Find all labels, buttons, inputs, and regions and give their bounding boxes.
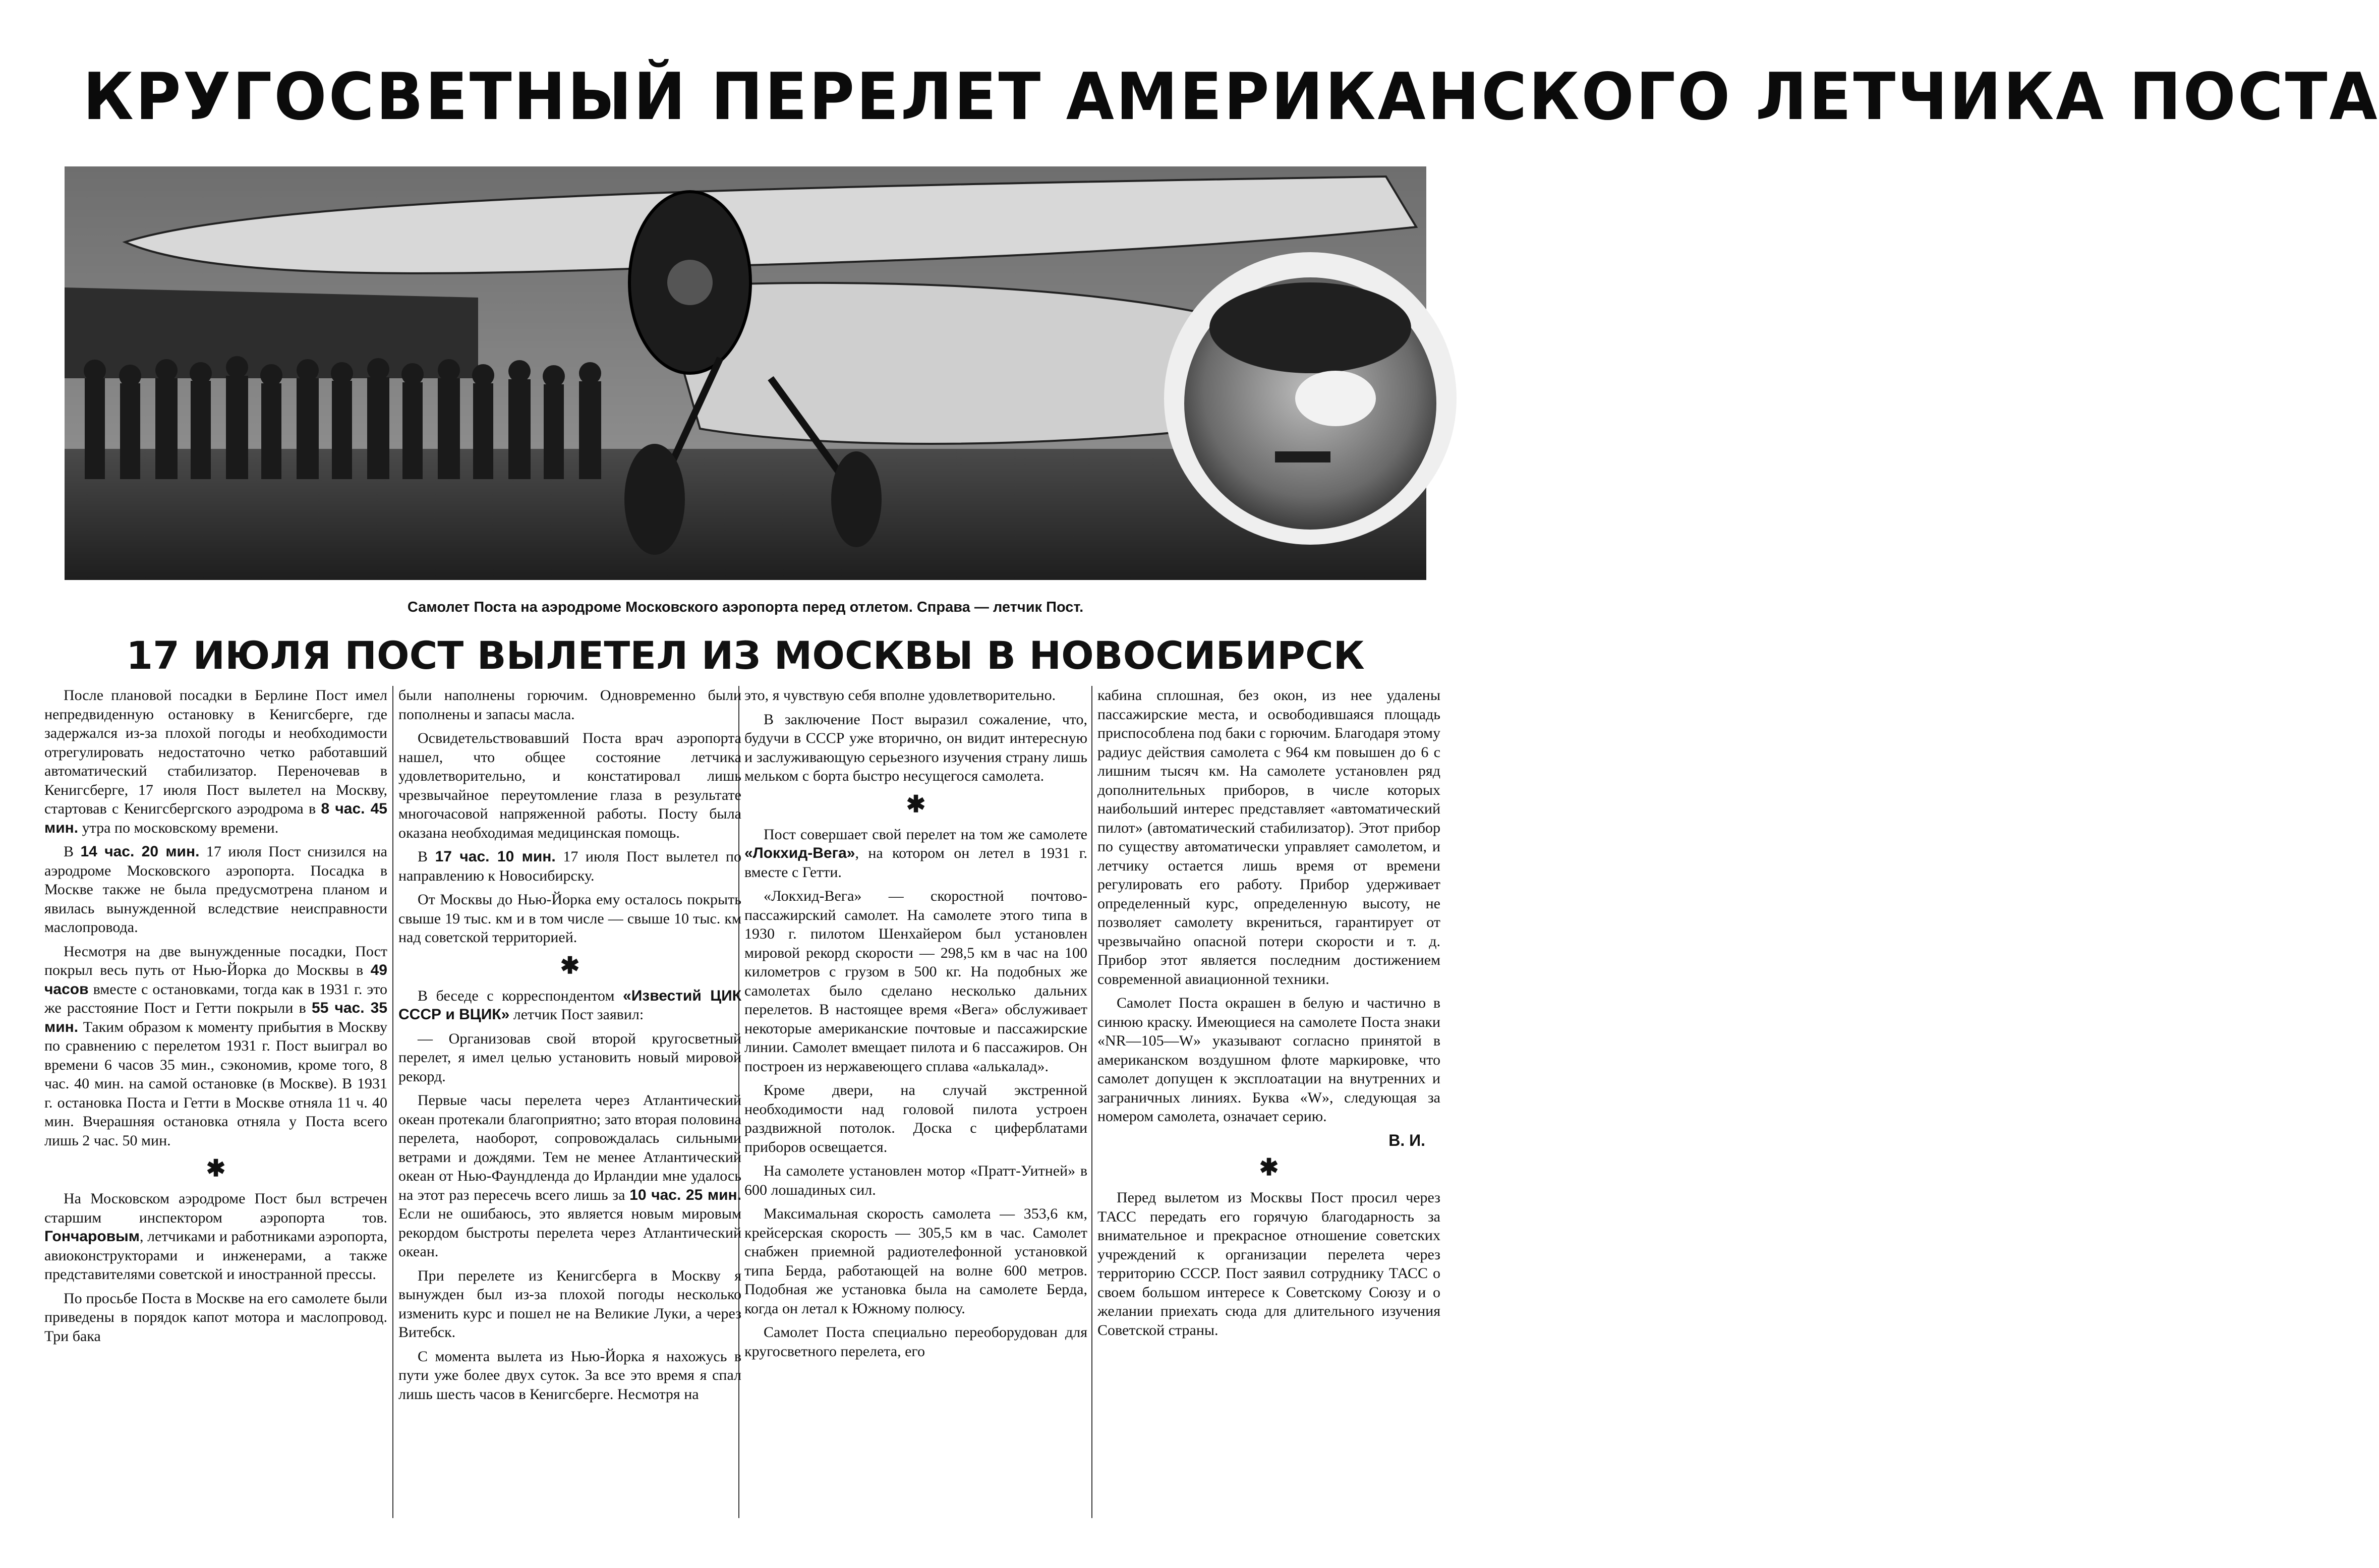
photo-caption: Самолет Поста на аэродроме Московского аэропорта перед отлетом. Справа — летчик Пост. — [407, 599, 1084, 615]
article-column-2 — [398, 686, 741, 1518]
propeller-hub — [667, 260, 713, 305]
paragraph: это, я чувствую себя вполне удовлетворительно. — [744, 687, 1056, 704]
paragraph: В заключение Пост выразил сожаление, что, будучи в СССР уже вторично, он видит интересную и заслуживающую серьезного изучения страну лишь мельком с борта быстро несущегося самолета. — [744, 711, 1087, 784]
section-divider-star: ✱ — [1259, 1154, 1279, 1180]
section-divider-star: ✱ — [560, 952, 580, 978]
author-signature: В. И. — [1388, 1131, 1425, 1149]
pilot-eyepatch — [1295, 371, 1376, 426]
paragraph: В 14 час. 20 мин. 17 июля Пост снизился на аэродроме Московского аэропорта. Посадка в Москве также не была предусмотрена планом и явилась вынужденной вследствие неисправности маслопровода. — [44, 843, 387, 936]
photo-illustration — [65, 166, 1426, 580]
paragraph: Кроме двери, на случай экстренной необходимости над головой пилота устроен раздвижной потолок. Доска с циферблатами приборов освещается. — [744, 1082, 1087, 1155]
subheadline: 17 ИЮЛЯ ПОСТ ВЫЛЕТЕЛ ИЗ МОСКВЫ В НОВОСИБИРСК — [126, 633, 1365, 678]
paragraph: После плановой посадки в Берлине Пост имел непредвиденную остановку в Кенигсберге, где задержался из-за плохой погоды и необходимости отрегулировать недостаточно четко работавший автоматический стабилизатор. Переночевав в Кенигсберге, 17 июля Пост вылетел на Москву, стартовав с Кенигсбергского аэродрома в 8 час. 45 мин. утра по московскому времени. — [44, 687, 387, 836]
paragraph: Самолет Поста специально переоборудован для кругосветного перелета, его — [744, 1324, 1087, 1360]
article-column-1 — [44, 686, 387, 1518]
paragraph: На Московском аэродроме Пост был встречен старшим инспектором аэропорта тов. Гончаровым, летчиками и работниками аэропорта, авиоконструкторами и инженерами, а также представителями советской и иностранной прессы. — [44, 1190, 387, 1283]
paragraph: были наполнены горючим. Одновременно были пополнены и запасы масла. — [398, 687, 741, 723]
column-rule — [1091, 686, 1092, 1518]
headline: КРУГОСВЕТНЫЙ ПЕРЕЛЕТ АМЕРИКАНСКОГО ЛЕТЧИКА ПОСТА — [83, 60, 2379, 135]
landing-wheel — [831, 451, 882, 547]
paragraph: Перед вылетом из Москвы Пост просил через ТАСС передать его горячую благодарность за внимательное и прекрасное отношение советских учреждений к организации перелета через территорию СССР. Пост заявил сотруднику ТАСС о своем большом интересе к Советскому Союзу и о желании приехать сюда для длительного изучения Советской страны. — [1097, 1189, 1440, 1339]
paragraph: Максимальная скорость самолета — 353,6 км, крейсерская скорость — 305,5 км в час. Самолет снабжен приемной радиотелефонной установкой типа Берда, работающей на волне 600 метров. Подобная же установка была на самолете Берда, когда он летал к Южному полюсу. — [744, 1205, 1087, 1317]
crowd — [84, 356, 601, 479]
paragraph: В 17 час. 10 мин. 17 июля Пост вылетел по направлению к Новосибирску. — [398, 848, 741, 884]
paragraph: кабина сплошная, без окон, из нее удалены пассажирские места, и освободившаяся площадь приспособлена под баки с горючим. Благодаря этому радиус действия самолета с 964 км повышен до 6 с лишним тысяч км. На самолете установлен ряд дополнительных приборов, в числе которых наибольший интерес представляет «автоматический пилот» (автоматический стабилизатор). Этот прибор по существу автоматически управляет самолетом, и летчику остается лишь время от времени регулировать его работу. Прибор удерживает определенный курс, определенную высоту, не позволяет самолету вкрениться, гарантирует от чрезвычайно опасной потери скорости и т. д. Прибор этот является последним достижением современной авиационной техники. — [1097, 687, 1440, 988]
article-column-4 — [1097, 686, 1440, 1518]
pilot-hair — [1209, 282, 1411, 373]
section-divider-star: ✱ — [906, 791, 926, 817]
paragraph: При перелете из Кенигсберга в Москву я вынужден был из-за плохой погоды несколько изменить курс и пошел не на Великие Луки, а через Витебск. — [398, 1267, 741, 1341]
pilot-mustache — [1275, 451, 1330, 462]
landing-wheel — [624, 444, 685, 555]
article-column-3 — [744, 686, 1087, 1518]
airplane-photo — [65, 166, 1426, 580]
paragraph: С момента вылета из Нью-Йорка я нахожусь в пути уже более двух суток. За все это время я спал лишь шесть часов в Кенигсберге. Несмотря на — [398, 1348, 741, 1403]
paragraph: От Москвы до Нью-Йорка ему осталось покрыть свыше 19 тыс. км и в том числе — свыше 10 тыс. км над советской территорией. — [398, 891, 741, 946]
paragraph: Освидетельствовавший Поста врач аэропорта нашел, что общее состояние летчика удовлетворительно, и констатировал лишь чрезвычайное переутомление глаза в результате многочасовой напряженной работы. Посту была оказана необходимая медицинская помощь. — [398, 730, 741, 841]
paragraph: — Организовав свой второй кругосветный перелет, я имел целью установить новый мировой рекорд. — [398, 1030, 741, 1085]
paragraph: «Локхид-Вега» — скоростной почтово-пассажирский самолет. На самолете этого типа в 1930 г. пилотом Шенхайером был установлен мировой рекорд скорости — 298,5 км в час на 100 километров с грузом в 500 кг. На подобных же самолетах было сделано несколько дальних перелетов. В настоящее время «Вега» обслуживает некоторые американские почтовые и пассажирские линии. Самолет вмещает пилота и 6 пассажиров. Он построен из нержавеющего сплава «алькалад». — [744, 888, 1087, 1075]
section-divider-star: ✱ — [206, 1155, 226, 1181]
paragraph: На самолете установлен мотор «Пратт-Уитней» в 600 лошадиных сил. — [744, 1163, 1087, 1198]
paragraph: Пост совершает свой перелет на том же самолете «Локхид-Вега», на котором он летел в 1931 г. вместе с Гетти. — [744, 826, 1087, 881]
paragraph: В беседе с корреспондентом «Известий ЦИК СССР и ВЦИК» летчик Пост заявил: — [398, 987, 741, 1023]
paragraph: По просьбе Поста в Москве на его самолете были приведены в порядок капот мотора и маслопровод. Три бака — [44, 1290, 387, 1345]
paragraph: Несмотря на две вынужденные посадки, Пост покрыл весь путь от Нью-Йорка до Москвы в 49 часов вместе с остановками, тогда как в 1931 г. это же расстояние Пост и Гетти покрыли в 55 час. 35 мин. Таким образом к моменту прибытия в Москву по сравнению с перелетом 1931 г. Пост выиграл во времени 6 часов 35 мин., сэкономив, кроме того, 8 час. 40 мин. на самой остановке (в Москве). В 1931 г. остановка Поста и Гетти в Москве отняла 11 ч. 40 мин. Вчерашняя остановка отняла у Поста всего лишь 2 час. 50 мин. — [44, 943, 388, 1149]
column-rule — [392, 686, 393, 1518]
paragraph: Первые часы перелета через Атлантический океан протекали благоприятно; зато вторая половина перелета, наоборот, сопровождалась сильными ветрами и дождями. Тем не менее Атлантический океан от Нью-Фаундленда до Ирландии мне удалось на этот раз пересечь всего лишь за 10 час. 25 мин. Если не ошибаюсь, это является новым мировым рекордом быстроты перелета через Атлантический океан. — [398, 1092, 741, 1260]
paragraph: Самолет Поста окрашен в белую и частично в синюю краску. Имеющиеся на самолете Поста знаки «NR—105—W» указывают согласно принятой в американском воздушном флоте маркировке, что самолет допущен к эксплоатации на внутренних и заграничных линиях. Буква «W», следующая за номером самолета, означает серию. — [1097, 995, 1440, 1125]
